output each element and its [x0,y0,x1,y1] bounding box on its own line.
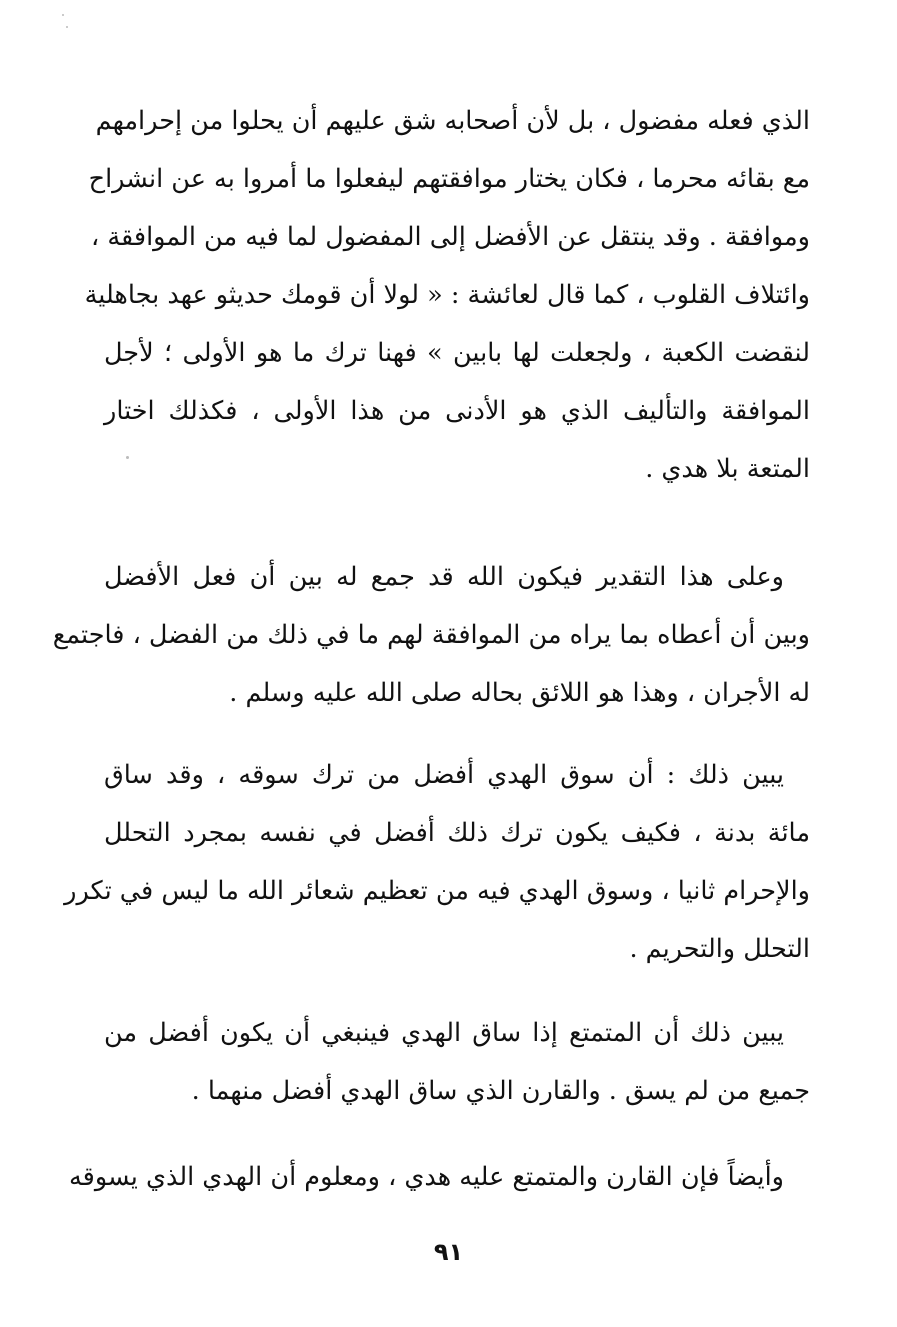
text-line: التحلل والتحريم . [629,934,810,964]
text-line: وائتلاف القلوب ، كما قال لعائشة : « لولا أن قومك حديثو عهد بجاهلية [84,280,810,310]
text-line: يبين ذلك أن المتمتع إذا ساق الهدي فينبغي أن يكون أفضل من [104,1018,784,1048]
text-line: والإحرام ثانيا ، وسوق الهدي فيه من تعظيم شعائر الله ما ليس في تكرر [64,876,810,906]
scan-speck [66,26,68,28]
paragraph-5 [69,1148,810,1206]
text-line: مائة بدنة ، فكيف يكون ترك ذلك أفضل في نفسه بمجرد التحلل [104,818,810,848]
text-line: وموافقة . وقد ينتقل عن الأفضل إلى المفضول لما فيه من الموافقة ، [91,222,810,252]
paragraph-2 [52,548,810,722]
text-line: الموافقة والتأليف الذي هو الأدنى من هذا الأولى ، فكذلك اختار [104,396,810,426]
page-number: ٩١ [433,1238,464,1266]
text-line: الذي فعله مفضول ، بل لأن أصحابه شق عليهم أن يحلوا من إحرامهم [95,106,810,136]
scan-speck [62,14,64,16]
text-line: وأيضاً فإن القارن والمتمتع عليه هدي ، ومعلوم أن الهدي الذي يسوقه [69,1162,784,1192]
text-line: وعلى هذا التقدير فيكون الله قد جمع له بين أن فعل الأفضل [104,562,784,592]
text-line: مع بقائه محرما ، فكان يختار موافقتهم ليفعلوا ما أمروا به عن انشراح [88,164,810,194]
paragraph-1 [84,92,810,498]
text-line: له الأجران ، وهذا هو اللائق بحاله صلى الله عليه وسلم . [229,678,810,708]
text-line: وبين أن أعطاه بما يراه من الموافقة لهم ما في ذلك من الفضل ، فاجتمع [52,620,810,650]
paragraph-4 [104,1004,810,1120]
text-line: المتعة بلا هدي . [645,454,810,484]
text-line: جميع من لم يسق . والقارن الذي ساق الهدي أفضل منهما . [191,1076,810,1106]
scan-speck [126,456,129,459]
paragraph-3 [64,746,810,978]
text-line: لنقضت الكعبة ، ولجعلت لها بابين » فهنا ترك ما هو الأولى ؛ لأجل [104,338,810,368]
text-line: يبين ذلك : أن سوق الهدي أفضل من ترك سوقه ، وقد ساق [104,760,784,790]
